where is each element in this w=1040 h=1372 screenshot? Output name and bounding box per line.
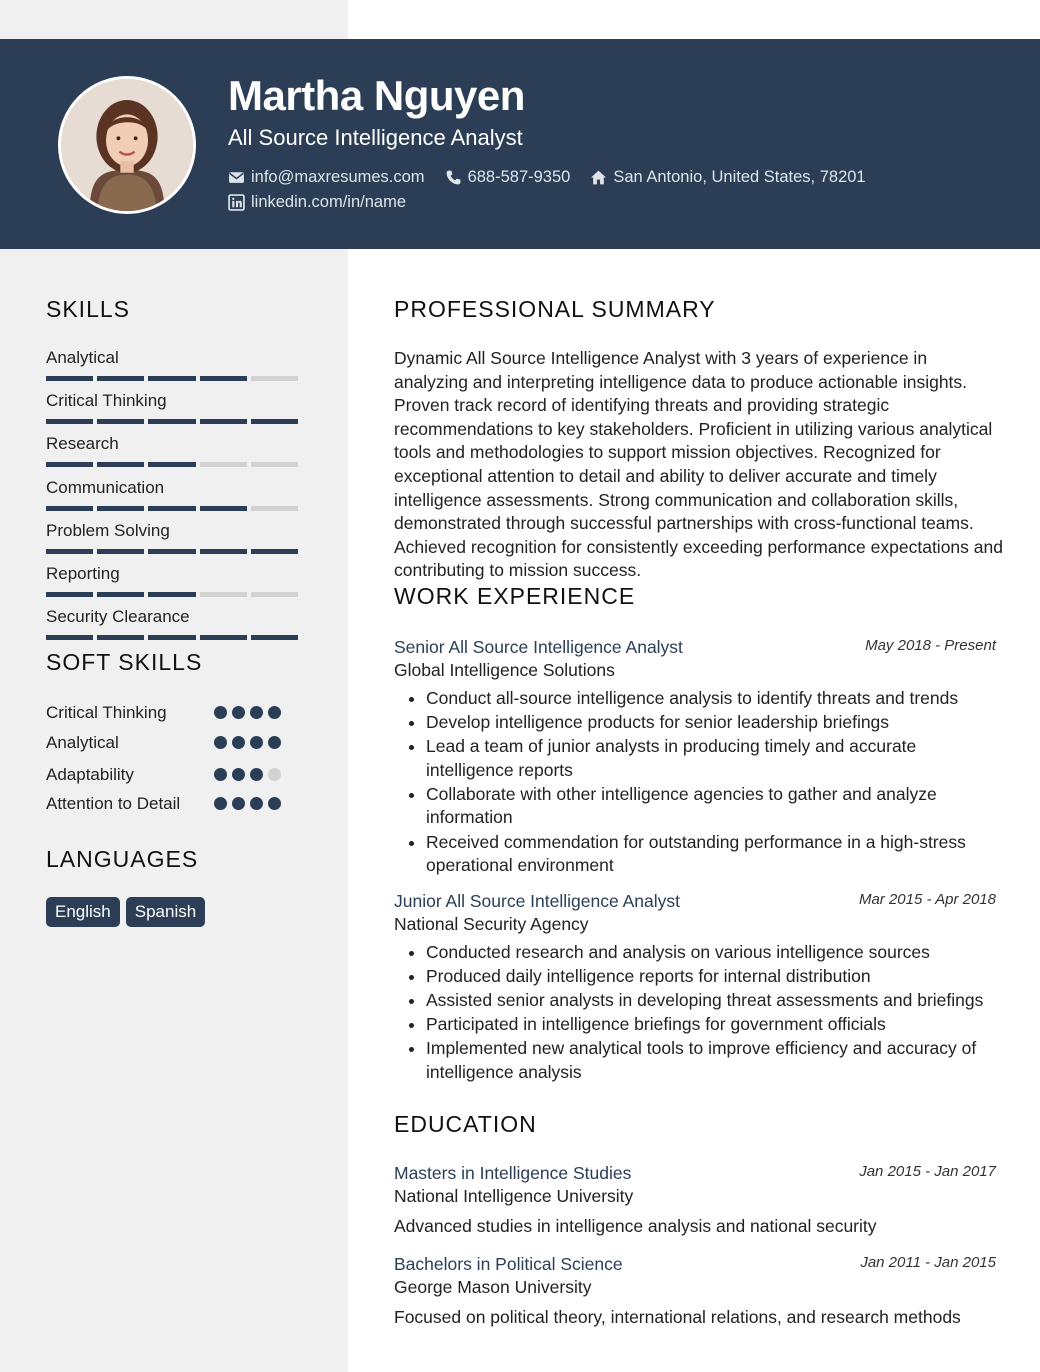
skill-level-segment bbox=[148, 462, 195, 467]
skill-label: Security Clearance bbox=[46, 607, 190, 627]
envelope-icon bbox=[228, 169, 245, 186]
soft-skill-dot bbox=[232, 797, 245, 810]
skill-level-segment bbox=[251, 376, 298, 381]
job-role: Junior All Source Intelligence Analyst bbox=[394, 891, 680, 911]
summary-heading: PROFESSIONAL SUMMARY bbox=[394, 296, 716, 322]
soft-skill-dot bbox=[268, 797, 281, 810]
skill-level-segment bbox=[46, 549, 93, 554]
linkedin-text: linkedin.com/in/name bbox=[251, 193, 406, 211]
skills-heading: SKILLS bbox=[46, 296, 130, 322]
skill-level-segment bbox=[46, 376, 93, 381]
location-text: San Antonio, United States, 78201 bbox=[613, 168, 866, 186]
language-badge: Spanish bbox=[126, 897, 205, 927]
soft-skill-dot bbox=[250, 706, 263, 719]
skill-level-segment bbox=[148, 635, 195, 640]
skill-level-bars bbox=[46, 506, 302, 511]
contact-linkedin[interactable] bbox=[228, 193, 406, 212]
soft-skill-dot bbox=[214, 736, 227, 749]
job-bullet: • Develop intelligence products for senior leadership briefings bbox=[426, 711, 996, 735]
skill-level-bars bbox=[46, 419, 302, 424]
experience-item bbox=[394, 637, 996, 878]
skill-level-segment bbox=[148, 549, 195, 554]
soft-skill-dot bbox=[268, 706, 281, 719]
skill-item bbox=[46, 348, 302, 381]
candidate-name: Martha Nguyen bbox=[228, 72, 525, 119]
job-bullet: • Received commendation for outstanding performance in a high-stress operational environment bbox=[426, 831, 996, 878]
skill-level-segment bbox=[251, 419, 298, 424]
contact-location bbox=[590, 168, 865, 187]
job-bullet: • Conduct all-source intelligence analysis to identify threats and trends bbox=[426, 687, 996, 711]
soft-skill-dot bbox=[232, 736, 245, 749]
skill-level-bars bbox=[46, 635, 302, 640]
skill-level-segment bbox=[148, 376, 195, 381]
skill-level-segment bbox=[200, 549, 247, 554]
education-heading: EDUCATION bbox=[394, 1111, 537, 1137]
contact-phone[interactable] bbox=[445, 168, 571, 187]
edu-degree: Masters in Intelligence Studies bbox=[394, 1163, 632, 1183]
edu-school: George Mason University bbox=[394, 1277, 592, 1297]
candidate-title: All Source Intelligence Analyst bbox=[228, 125, 523, 150]
edu-dates: Jan 2011 - Jan 2015 bbox=[860, 1254, 996, 1271]
experience-item bbox=[394, 891, 996, 1085]
soft-skill-dot bbox=[232, 768, 245, 781]
soft-skill-item bbox=[46, 701, 296, 724]
skill-label: Analytical bbox=[46, 348, 119, 367]
summary-text: Dynamic All Source Intelligence Analyst with 3 years of experience in analyzing and interpreting intelligence data to produce actionable insights. Proven track record of identifying threats and providing strategic recommendations to key stakeholders. Proficient in utilizing various analytical tools and methodologies to support mission objectives. Recognized for exceptional attention to detail and ability to deliver accurate and timely intelligence assessments. Strong communication and collaboration skills, demonstrated through successful partnerships with cross-functional teams. Achieved recognition for consistently exceeding performance expectations and contributing to mission success. bbox=[394, 348, 1003, 581]
skill-level-segment bbox=[200, 419, 247, 424]
education-item bbox=[394, 1254, 996, 1328]
skill-level-bars bbox=[46, 549, 302, 554]
skill-level-segment bbox=[200, 635, 247, 640]
skill-item bbox=[46, 434, 302, 467]
soft-skill-dot bbox=[250, 797, 263, 810]
soft-skill-level-dots bbox=[214, 797, 286, 810]
soft-skill-item bbox=[46, 731, 296, 754]
soft-skill-dot bbox=[214, 797, 227, 810]
skill-label: Problem Solving bbox=[46, 520, 170, 540]
edu-description: Advanced studies in intelligence analysis and national security bbox=[394, 1216, 877, 1236]
soft-skill-item bbox=[46, 763, 296, 786]
skill-level-segment bbox=[148, 506, 195, 511]
contact-row bbox=[228, 168, 886, 187]
contact-email[interactable] bbox=[228, 168, 425, 187]
soft-skill-level-dots bbox=[214, 736, 286, 749]
skill-level-segment bbox=[46, 635, 93, 640]
skill-level-segment bbox=[97, 549, 144, 554]
phone-text: 688-587-9350 bbox=[467, 168, 571, 186]
skill-level-segment bbox=[97, 376, 144, 381]
job-bullet: • Produced daily intelligence reports for internal distribution bbox=[426, 965, 996, 989]
skill-label: Reporting bbox=[46, 564, 120, 583]
edu-dates: Jan 2015 - Jan 2017 bbox=[859, 1163, 996, 1180]
soft-skill-dot bbox=[250, 768, 263, 781]
soft-skill-label: Adaptability bbox=[46, 765, 134, 784]
language-badge: English bbox=[46, 897, 120, 927]
skill-level-bars bbox=[46, 462, 302, 467]
skill-level-segment bbox=[46, 592, 93, 597]
soft-skill-item bbox=[46, 792, 296, 815]
skill-level-segment bbox=[251, 462, 298, 467]
phone-icon bbox=[445, 169, 462, 186]
job-role: Senior All Source Intelligence Analyst bbox=[394, 637, 683, 657]
skill-level-bars bbox=[46, 592, 302, 597]
skill-item bbox=[46, 564, 302, 597]
skill-level-segment bbox=[200, 506, 247, 511]
job-bullet: • Implemented new analytical tools to improve efficiency and accuracy of intelligence analysis bbox=[426, 1037, 996, 1084]
skill-level-segment bbox=[200, 376, 247, 381]
soft-skill-dot bbox=[232, 706, 245, 719]
skill-item bbox=[46, 521, 302, 554]
soft-skill-dot bbox=[214, 768, 227, 781]
job-company: Global Intelligence Solutions bbox=[394, 660, 615, 680]
email-text: info@maxresumes.com bbox=[251, 168, 425, 186]
job-dates: May 2018 - Present bbox=[865, 637, 996, 654]
job-bullet: • Assisted senior analysts in developing threat assessments and briefings bbox=[426, 989, 996, 1013]
languages-list bbox=[46, 897, 211, 927]
job-bullet: • Lead a team of junior analysts in producing timely and accurate intelligence reports bbox=[426, 735, 996, 782]
soft-skill-dot bbox=[250, 736, 263, 749]
soft-skill-label: Attention to Detail bbox=[46, 794, 181, 813]
skill-level-segment bbox=[251, 592, 298, 597]
skill-level-segment bbox=[97, 635, 144, 640]
skill-level-segment bbox=[200, 592, 247, 597]
skill-item bbox=[46, 391, 302, 424]
skill-level-segment bbox=[97, 592, 144, 597]
skill-level-bars bbox=[46, 376, 302, 381]
skill-level-segment bbox=[251, 549, 298, 554]
soft-skill-label: Analytical bbox=[46, 733, 119, 752]
soft-skill-label: Critical Thinking bbox=[46, 703, 167, 722]
avatar bbox=[58, 76, 196, 214]
skill-level-segment bbox=[148, 419, 195, 424]
skill-label: Communication bbox=[46, 477, 165, 497]
skill-item bbox=[46, 478, 302, 511]
skill-label: Critical Thinking bbox=[46, 391, 167, 411]
skill-label: Research bbox=[46, 434, 119, 454]
job-dates: Mar 2015 - Apr 2018 bbox=[858, 891, 996, 908]
job-bullet: • Conducted research and analysis on various intelligence sources bbox=[426, 941, 996, 965]
soft-skill-level-dots bbox=[214, 706, 286, 719]
soft-skill-level-dots bbox=[214, 768, 286, 781]
soft-skill-dot bbox=[214, 706, 227, 719]
job-bullets bbox=[394, 941, 996, 1085]
languages-heading: LANGUAGES bbox=[46, 846, 199, 872]
skill-level-segment bbox=[46, 419, 93, 424]
job-bullets bbox=[394, 687, 996, 878]
soft-skill-dot bbox=[268, 768, 281, 781]
education-item bbox=[394, 1163, 996, 1237]
job-bullet: • Participated in intelligence briefings for government officials bbox=[426, 1013, 996, 1037]
skill-item bbox=[46, 607, 302, 640]
skill-level-segment bbox=[148, 592, 195, 597]
skill-level-segment bbox=[97, 506, 144, 511]
soft-skill-dot bbox=[268, 736, 281, 749]
contact-row bbox=[228, 193, 426, 212]
skill-level-segment bbox=[46, 462, 93, 467]
linkedin-icon bbox=[228, 194, 245, 211]
skill-level-segment bbox=[200, 462, 247, 467]
skill-level-segment bbox=[251, 635, 298, 640]
edu-description: Focused on political theory, international relations, and research methods bbox=[394, 1307, 961, 1327]
experience-heading: WORK EXPERIENCE bbox=[394, 583, 636, 609]
skill-level-segment bbox=[97, 462, 144, 467]
profile-photo-icon bbox=[61, 79, 193, 211]
edu-degree: Bachelors in Political Science bbox=[394, 1254, 623, 1274]
skill-level-segment bbox=[46, 506, 93, 511]
home-icon bbox=[590, 169, 607, 186]
job-bullet: • Collaborate with other intelligence agencies to gather and analyze information bbox=[426, 783, 996, 830]
skill-level-segment bbox=[97, 419, 144, 424]
edu-school: National Intelligence University bbox=[394, 1186, 634, 1206]
skill-level-segment bbox=[251, 506, 298, 511]
soft-skills-heading: SOFT SKILLS bbox=[46, 649, 203, 675]
job-company: National Security Agency bbox=[394, 914, 589, 934]
